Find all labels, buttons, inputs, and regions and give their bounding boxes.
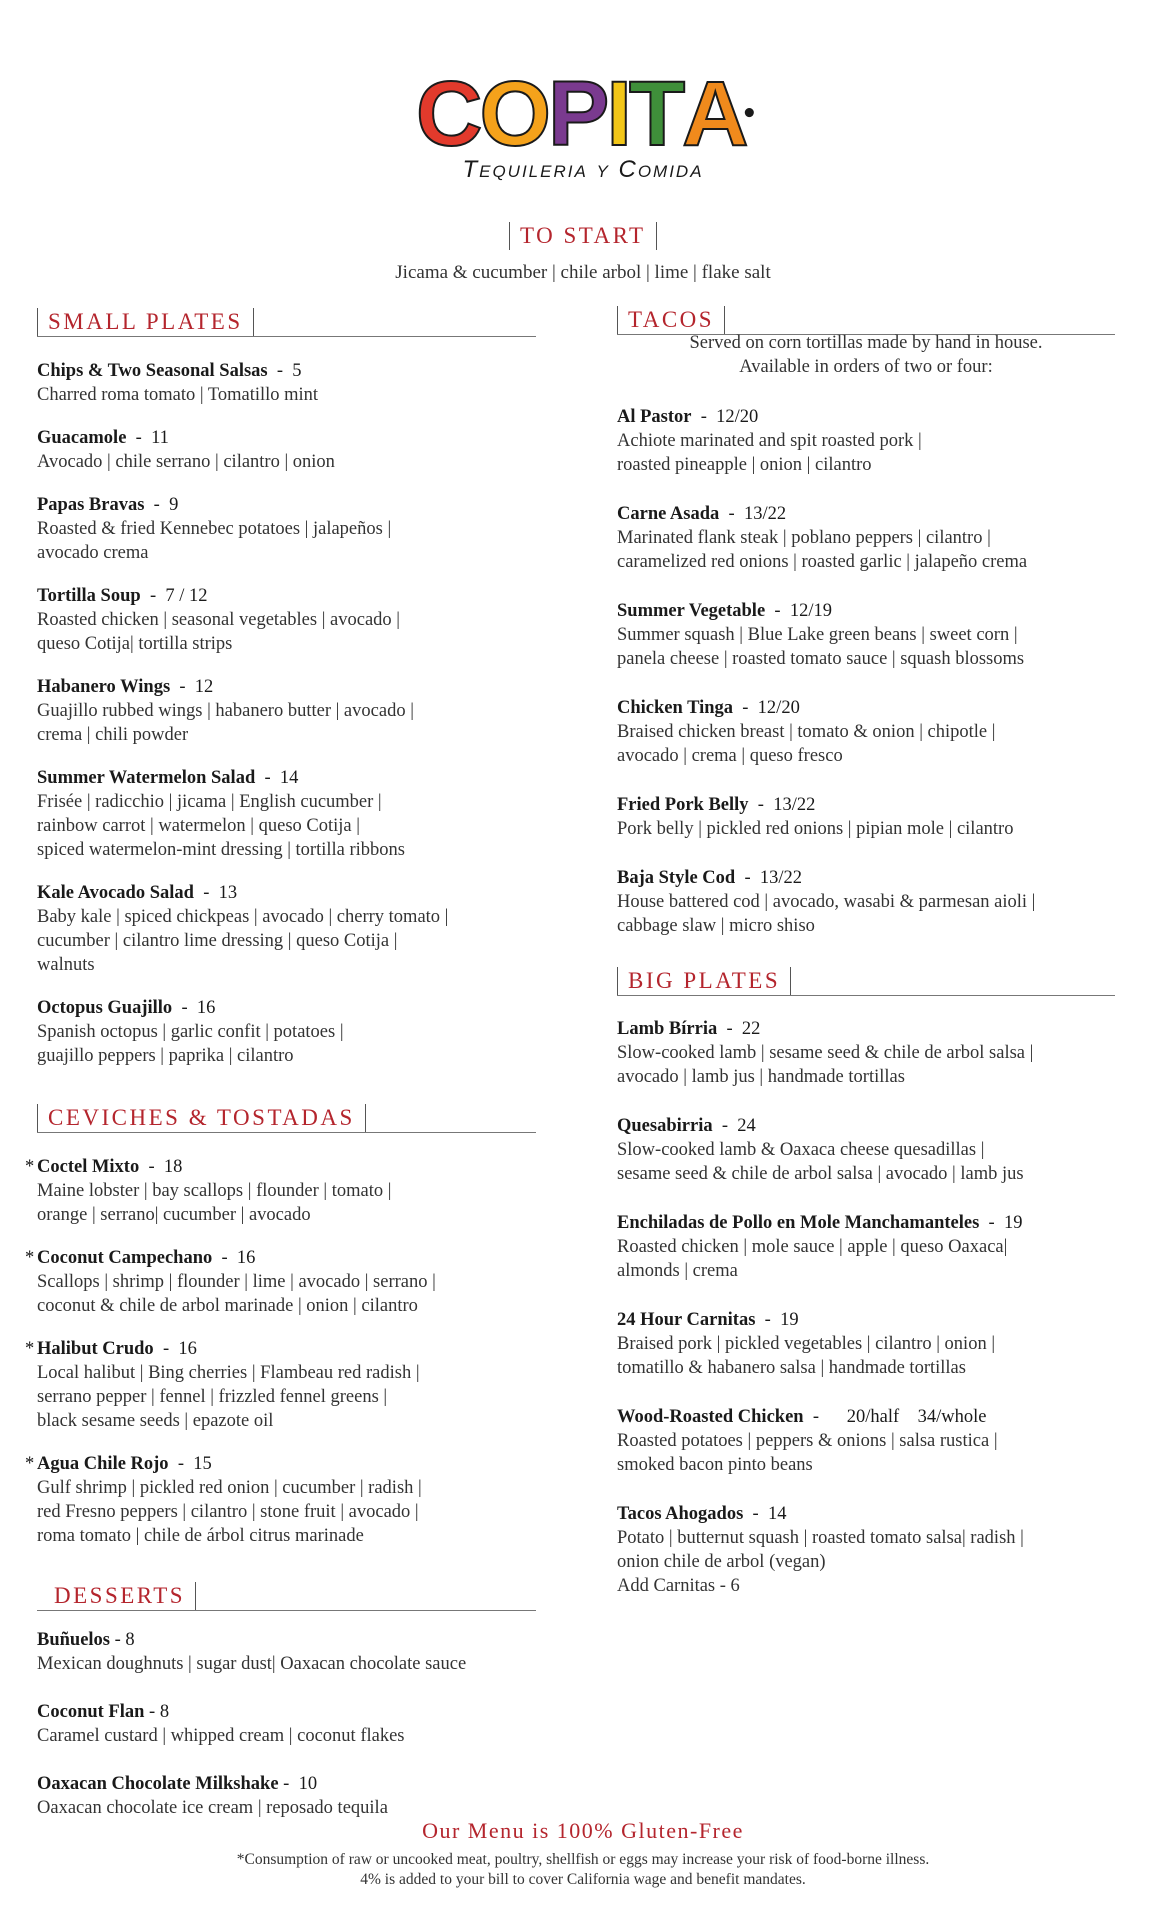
menu-item-description: Caramel custard | whipped cream | coconut flakes: [37, 1726, 405, 1746]
menu-item: [37, 1772, 557, 1820]
menu-item-name: Guacamole: [37, 428, 127, 448]
menu-item: [37, 584, 537, 656]
menu-item-name: Papas Bravas: [37, 495, 145, 515]
menu-item-title: [617, 502, 1137, 526]
menu-item-name: Habanero Wings: [37, 677, 171, 697]
menu-item-name: Carne Asada: [617, 504, 720, 524]
menu-item: [617, 1017, 1147, 1089]
desserts-list: [37, 1628, 557, 1820]
section-header-small-plates: [37, 308, 254, 336]
menu-item-price: - 16: [212, 1248, 256, 1268]
logo-letter: P: [548, 63, 607, 165]
menu-item: [25, 1452, 537, 1548]
menu-item: [37, 359, 537, 407]
logo-letter: O: [479, 63, 549, 165]
menu-item-title: [617, 1308, 1147, 1332]
small-plates-list: [37, 359, 537, 1068]
menu-item-description: Summer squash | Blue Lake green beans | sweet corn | panela cheese | roasted tomato sauce | squash blossoms: [617, 625, 1025, 669]
raw-item-asterisk: *: [25, 1454, 35, 1474]
menu-item: [617, 696, 1137, 768]
menu-item-name: Tacos Ahogados: [617, 1504, 744, 1524]
menu-item-title: [37, 1772, 557, 1796]
menu-item-price: - 16: [153, 1339, 197, 1359]
menu-item-price: - 5: [267, 361, 302, 381]
menu-item-title: [25, 1452, 537, 1476]
section-rule: [617, 995, 1115, 996]
menu-item-name: Fried Pork Belly: [617, 795, 749, 815]
menu-item: [617, 599, 1137, 671]
menu-item-title: [617, 1017, 1147, 1041]
menu-item: [617, 1502, 1147, 1598]
logo-wordmark: [416, 63, 750, 165]
menu-item-price: - 8: [110, 1630, 135, 1650]
menu-item-description: Spanish octopus | garlic confit | potatoes | guajillo peppers | paprika | cilantro: [37, 1022, 344, 1066]
section-title: DESSERTS: [54, 1583, 186, 1608]
section-rule: [37, 1610, 536, 1611]
menu-item-title: [25, 1337, 537, 1361]
menu-item: [617, 1114, 1147, 1186]
menu-item-description: Oaxacan chocolate ice cream | reposado tequila: [37, 1798, 388, 1818]
raw-item-asterisk: *: [25, 1248, 35, 1268]
tacos-intro-1: Served on corn tortillas made by hand in house.: [689, 333, 1043, 353]
section-title: TO START: [520, 223, 646, 248]
menu-item-name: Coconut Flan: [37, 1702, 145, 1722]
menu-item-description: Braised chicken breast | tomato & onion | chipotle | avocado | crema | queso fresco: [617, 722, 996, 766]
menu-item: [617, 405, 1137, 477]
menu-item: [37, 426, 537, 474]
logo-subtitle: Tequileria y Comida: [462, 156, 704, 183]
raw-item-asterisk: *: [25, 1339, 35, 1359]
menu-item: [37, 881, 537, 977]
menu-item-name: Summer Vegetable: [617, 601, 766, 621]
disclaimer-surcharge: 4% is added to your bill to cover California wage and benefit mandates.: [360, 1871, 806, 1888]
menu-item-title: [37, 996, 537, 1020]
menu-item: [37, 675, 537, 747]
menu-item: [25, 1337, 537, 1433]
menu-item-name: Lamb Bírria: [617, 1019, 718, 1039]
menu-item-description: Marinated flank steak | poblano peppers | cilantro | caramelized red onions | roasted garlic | jalapeño crema: [617, 528, 1028, 572]
menu-item: [37, 996, 537, 1068]
menu-item-price: - 24: [712, 1116, 756, 1136]
menu-item-price: - 20/half 34/whole: [803, 1407, 987, 1427]
menu-item: [37, 1700, 557, 1748]
big-plates-list: [617, 1017, 1147, 1598]
menu-item: [37, 493, 537, 565]
menu-item-title: [617, 866, 1137, 890]
menu-item-description: Roasted & fried Kennebec potatoes | jalapeños | avocado crema: [37, 519, 392, 563]
section-rule: [37, 1132, 536, 1133]
menu-item-name: Buñuelos: [37, 1630, 111, 1650]
menu-item-description: Mexican doughnuts | sugar dust| Oaxacan chocolate sauce: [37, 1654, 467, 1674]
menu-item-name: Tortilla Soup: [37, 586, 141, 606]
menu-item: [617, 502, 1137, 574]
menu-item-description: House battered cod | avocado, wasabi & parmesan aioli | cabbage slaw | micro shiso: [617, 892, 1036, 936]
menu-item-description: Roasted chicken | seasonal vegetables | avocado | queso Cotija| tortilla strips: [37, 610, 400, 654]
menu-item-name: Kale Avocado Salad: [37, 883, 194, 903]
menu-item: [25, 1155, 537, 1227]
menu-item-description: Charred roma tomato | Tomatillo mint: [37, 385, 319, 405]
menu-item-title: [617, 599, 1137, 623]
menu-item-price: - 12/19: [765, 601, 832, 621]
menu-item-name: Chicken Tinga: [617, 698, 734, 718]
section-header-big-plates: [617, 967, 791, 995]
menu-item-name: 24 Hour Carnitas: [617, 1310, 756, 1330]
tacos-intro-2: Available in orders of two or four:: [739, 357, 993, 377]
logo-letter: I: [606, 63, 629, 165]
menu-item-title: [37, 766, 537, 790]
logo-letter: T: [628, 63, 683, 165]
tacos-list: [617, 405, 1137, 938]
menu-item-description: Slow-cooked lamb & Oaxaca cheese quesadillas | sesame seed & chile de arbol salsa | avocado | lamb jus: [617, 1140, 1024, 1184]
gluten-free-note: Our Menu is 100% Gluten-Free: [422, 1818, 744, 1843]
menu-item-name: Agua Chile Rojo: [37, 1454, 169, 1474]
menu-item-price: - 12/20: [691, 407, 759, 427]
menu-item-price: - 14: [255, 768, 299, 788]
menu-item-title: [37, 426, 537, 450]
menu-item-price: - 15: [168, 1454, 212, 1474]
menu-item: [37, 1628, 557, 1676]
menu-item-price: - 14: [743, 1504, 787, 1524]
menu-item-title: [37, 584, 537, 608]
menu-item-price: - 10: [278, 1774, 318, 1794]
disclaimer-raw-food: *Consumption of raw or uncooked meat, poultry, shellfish or eggs may increase your risk of food-borne illness.: [236, 1851, 930, 1868]
to-start-description: Jicama & cucumber | chile arbol | lime | flake salt: [395, 262, 771, 283]
menu-item: [617, 1405, 1147, 1477]
menu-item-name: Baja Style Cod: [617, 868, 736, 888]
section-header-tacos: [617, 306, 725, 334]
menu-item-price: - 13/22: [735, 868, 803, 888]
menu-item-title: [37, 359, 537, 383]
menu-item: [617, 1308, 1147, 1380]
menu-item-price: - 13: [193, 883, 238, 903]
menu-item-price: - 22: [717, 1019, 761, 1039]
menu-item-name: Octopus Guajillo: [37, 998, 173, 1018]
section-rule: [37, 336, 536, 337]
menu-item-title: [617, 696, 1137, 720]
section-title: CEVICHES & TOSTADAS: [48, 1105, 355, 1130]
menu-item-price: - 18: [139, 1157, 183, 1177]
menu-item-title: [617, 1211, 1147, 1235]
menu-item-description: Slow-cooked lamb | sesame seed & chile de arbol salsa | avocado | lamb jus | handmade tortillas: [617, 1043, 1034, 1087]
menu-item-price: - 8: [144, 1702, 170, 1722]
menu-item-description: Achiote marinated and spit roasted pork | roasted pineapple | onion | cilantro: [617, 431, 922, 475]
logo: [0, 63, 1166, 184]
menu-item-name: Al Pastor: [617, 407, 692, 427]
menu-item-description: Potato | butternut squash | roasted tomato salsa| radish | onion chile de arbol (vegan) Add Carnitas - 6: [617, 1528, 1024, 1596]
menu-item-price: - 19: [979, 1213, 1023, 1233]
menu-item-description: Guajillo rubbed wings | habanero butter | avocado | crema | chili powder: [37, 701, 414, 745]
menu-item-title: [37, 881, 537, 905]
section-title: BIG PLATES: [628, 968, 781, 993]
menu-item-title: [617, 405, 1137, 429]
menu-item-title: [37, 1628, 557, 1652]
menu-item-name: Coctel Mixto: [37, 1157, 140, 1177]
menu-item-title: [25, 1246, 537, 1270]
menu-item-price: - 19: [755, 1310, 799, 1330]
menu-item-description: Baby kale | spiced chickpeas | avocado | cherry tomato | cucumber | cilantro lime dressing | queso Cotija | walnuts: [37, 907, 449, 975]
menu-item-price: - 13/22: [719, 504, 787, 524]
menu-item-name: Coconut Campechano: [37, 1248, 213, 1268]
registered-mark: ®: [745, 108, 750, 119]
menu-item-name: Enchiladas de Pollo en Mole Manchamanteles: [617, 1213, 980, 1233]
menu-item-description: Maine lobster | bay scallops | flounder | tomato | orange | serrano| cucumber | avocado: [37, 1181, 392, 1225]
menu-item-name: Halibut Crudo: [37, 1339, 154, 1359]
menu-item: [25, 1246, 537, 1318]
menu-item-price: - 12/20: [733, 698, 800, 718]
menu-item: [617, 1211, 1147, 1283]
menu-item-price: - 11: [126, 428, 169, 448]
menu-item-description: Gulf shrimp | pickled red onion | cucumber | radish | red Fresno peppers | cilantro | stone fruit | avocado | roma tomato | chile de árbol citrus marinade: [37, 1478, 422, 1546]
section-header-to-start: [509, 222, 657, 250]
logo-letter: A: [682, 63, 746, 165]
menu-item-description: Avocado | chile serrano | cilantro | onion: [37, 452, 335, 472]
menu-item-description: Frisée | radicchio | jicama | English cucumber | rainbow carrot | watermelon | queso Cotija | spiced watermelon-mint dressing | tortilla ribbons: [37, 792, 405, 860]
section-header-ceviches: [37, 1104, 366, 1132]
menu-item-price: - 16: [172, 998, 216, 1018]
raw-item-asterisk: *: [25, 1157, 35, 1177]
menu-item-title: [617, 793, 1137, 817]
menu-item-description: Braised pork | pickled vegetables | cilantro | onion | tomatillo & habanero salsa | handmade tortillas: [617, 1334, 996, 1378]
menu-item-name: Chips & Two Seasonal Salsas: [37, 361, 268, 381]
menu-item-name: Quesabirria: [617, 1116, 713, 1136]
section-header-desserts: [43, 1582, 196, 1610]
menu-item-description: Roasted chicken | mole sauce | apple | queso Oaxaca| almonds | crema: [617, 1237, 1008, 1281]
menu-item-title: [617, 1114, 1147, 1138]
ceviches-list: [25, 1155, 537, 1548]
logo-letter: C: [416, 63, 480, 165]
menu-item-description: Pork belly | pickled red onions | pipian mole | cilantro: [617, 819, 1014, 839]
menu-item-description: Scallops | shrimp | flounder | lime | avocado | serrano | coconut & chile de arbol marinade | onion | cilantro: [37, 1272, 436, 1316]
menu-item-price: - 9: [144, 495, 179, 515]
menu-item-price: - 12: [170, 677, 214, 697]
menu-item-title: [25, 1155, 537, 1179]
menu-item-title: [37, 675, 537, 699]
menu-item-name: Summer Watermelon Salad: [37, 768, 256, 788]
menu-item-title: [37, 1700, 557, 1724]
menu-item-title: [617, 1405, 1147, 1429]
menu-item: [37, 766, 537, 862]
menu-item-title: [617, 1502, 1147, 1526]
menu-item: [617, 866, 1137, 938]
menu-item-price: - 7 / 12: [140, 586, 208, 606]
menu-item: [617, 793, 1137, 841]
menu-item-name: Oaxacan Chocolate Milkshake: [37, 1774, 279, 1794]
section-title: TACOS: [628, 307, 715, 332]
menu-item-description: Local halibut | Bing cherries | Flambeau red radish | serrano pepper | fennel | frizzled fennel greens | black sesame seeds | epazote oil: [37, 1363, 420, 1431]
menu-item-name: Wood-Roasted Chicken: [617, 1407, 804, 1427]
section-title: SMALL PLATES: [48, 309, 243, 334]
menu-item-description: Roasted potatoes | peppers & onions | salsa rustica | smoked bacon pinto beans: [617, 1431, 998, 1475]
menu-item-title: [37, 493, 537, 517]
menu-item-price: - 13/22: [748, 795, 816, 815]
